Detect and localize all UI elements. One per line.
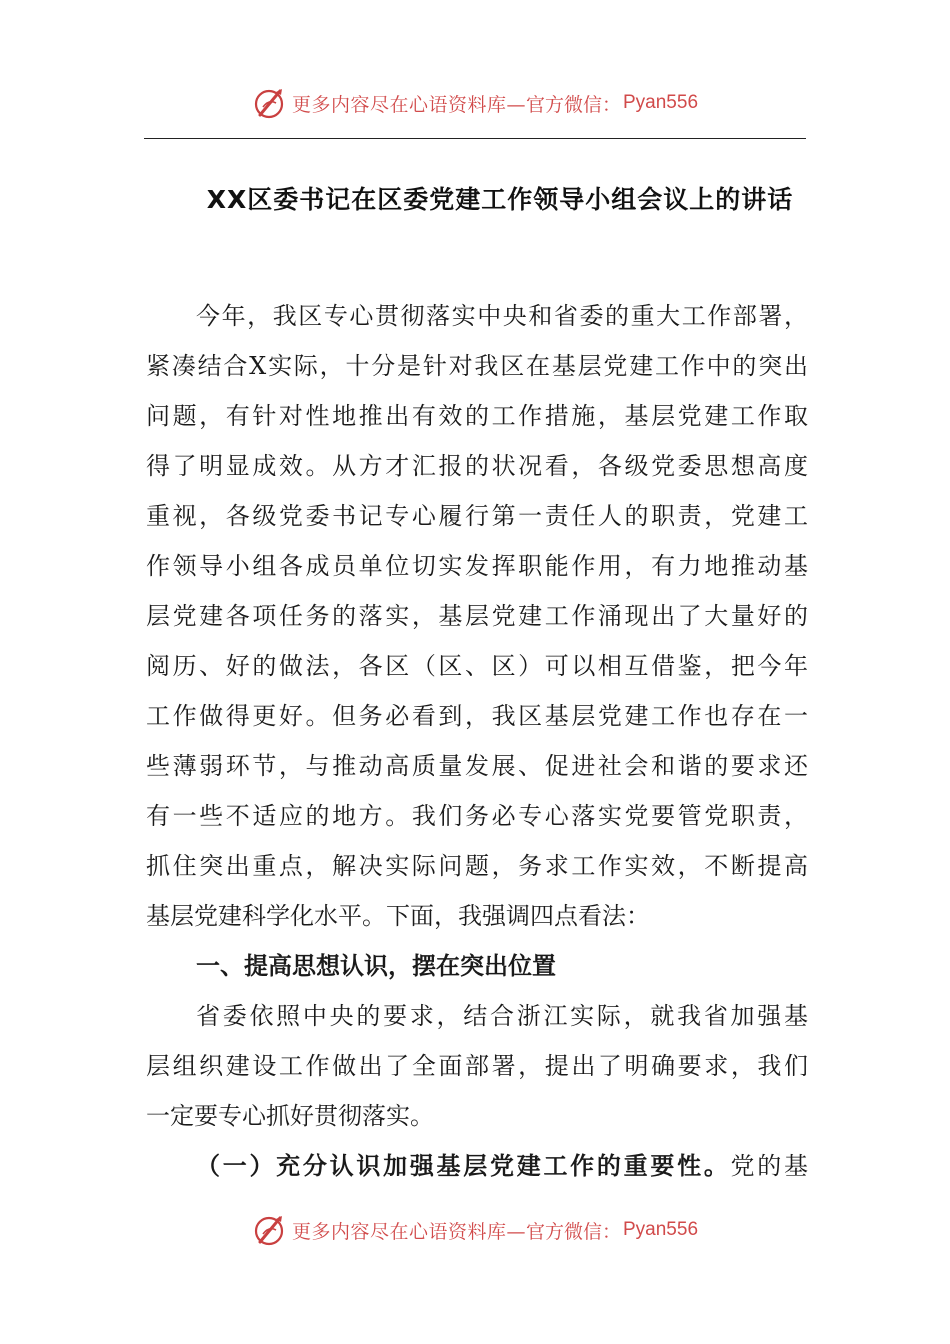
body-line: 有一些不适应的地方。我们务必专心落实党要管党职责，: [146, 802, 808, 830]
banner-wechat-id: Pyan556: [623, 1219, 699, 1240]
body-line: 阅历、好的做法，各区（区、区）可以相互借鉴，把今年: [146, 652, 808, 680]
body-line: 一定要专心抓好贯彻落实。: [146, 1102, 434, 1130]
body-line: 抓住突出重点，解决实际问题，务求工作实效，不断提高: [146, 852, 808, 880]
body-line: 层党建各项任务的落实，基层党建工作涌现出了大量好的: [146, 602, 808, 630]
section-heading: 一、提高思想认识，摆在突出位置: [196, 952, 556, 980]
body-line: 重视，各级党委书记专心履行第一责任人的职责，党建工: [146, 502, 808, 530]
banner-wechat-id: Pyan556: [623, 92, 699, 113]
footer-banner: [0, 1208, 950, 1252]
banner-text: 更多内容尽在心语资料库—: [291, 93, 526, 116]
body-line: 省委依照中央的要求，结合浙江实际，就我省加强基: [196, 1002, 808, 1030]
body-line: 紧凑结合X实际，十分是针对我区在基层党建工作中的突出: [146, 352, 808, 380]
header-divider: [144, 138, 806, 139]
document-body: [146, 291, 808, 1191]
banner-wechat-label: 官方微信：: [525, 93, 621, 116]
body-line: 工作做得更好。但务必看到，我区基层党建工作也存在一: [146, 702, 808, 730]
banner-wechat-label: 官方微信：: [525, 1220, 621, 1243]
pen-logo-icon: [252, 1212, 288, 1248]
body-line: 作领导小组各成员单位切实发挥职能作用，有力地推动基: [146, 552, 808, 580]
header-banner: [0, 81, 950, 125]
body-line: 基层党建科学化水平。下面，我强调四点看法：: [146, 902, 650, 930]
subsection-heading: （一）充分认识加强基层党建工作的重要性。: [196, 1152, 731, 1180]
subsection-line: [146, 1141, 808, 1191]
body-line: 层组织建设工作做出了全面部署，提出了明确要求，我们: [146, 1052, 808, 1080]
body-line: 些薄弱环节，与推动高质量发展、促进社会和谐的要求还: [146, 752, 808, 780]
banner-text: 更多内容尽在心语资料库—: [291, 1220, 526, 1243]
body-line: 问题，有针对性地推出有效的工作措施，基层党建工作取: [146, 402, 808, 430]
pen-logo-icon: [252, 85, 288, 121]
body-line: 今年，我区专心贯彻落实中央和省委的重大工作部署，: [196, 302, 808, 330]
body-line: 得了明显成效。从方才汇报的状况看，各级党委思想高度: [146, 452, 808, 480]
document-title: XX区委书记在区委党建工作领导小组会议上的讲话: [206, 185, 794, 214]
subsection-text: 党的基: [730, 1152, 808, 1180]
